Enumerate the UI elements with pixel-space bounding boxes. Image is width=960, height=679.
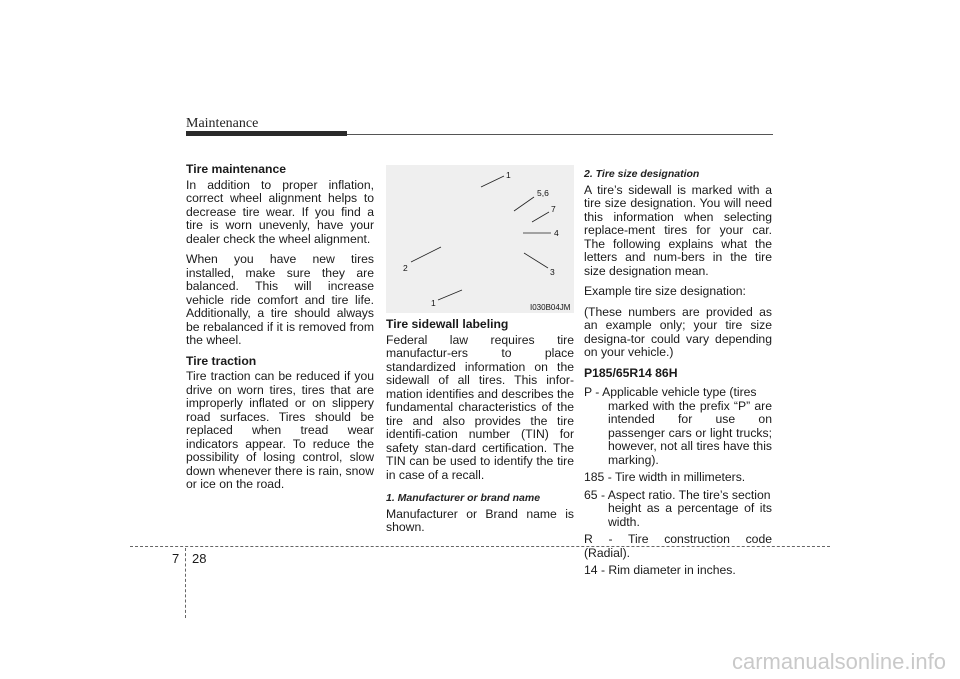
subheading-tire-size: 2. Tire size designation: [584, 168, 700, 180]
callout-line: [438, 290, 462, 300]
callout-label: 1: [506, 170, 511, 180]
callout-line: [481, 176, 504, 187]
definition-item: [584, 471, 772, 485]
heading-sidewall-labeling: Tire sidewall labeling: [386, 317, 509, 331]
definition-item: [584, 489, 772, 530]
section-title: Maintenance: [186, 116, 259, 131]
definition-item: [584, 386, 772, 467]
heading-tire-traction: Tire traction: [186, 353, 257, 368]
paragraph: Example tire size designation:: [584, 284, 746, 298]
definition-cont: height as a percentage of its width.: [608, 501, 772, 529]
tire-diagram: [386, 165, 574, 313]
tire-sidewall-figure: [386, 165, 574, 313]
definition-head: 14 - Rim diameter in inches.: [584, 563, 736, 577]
definition-head: 65 - Aspect ratio. The tire’s section: [584, 487, 771, 502]
footer-vertical-rule: [185, 548, 186, 618]
definition-cont: marked with the prefix “P” are intended for use on passenger cars or light trucks; however, not all tires have this marking).: [608, 398, 772, 467]
paragraph: Manufacturer or Brand name is shown.: [386, 506, 574, 534]
column-middle: [386, 318, 574, 542]
paragraph: In addition to proper inflation, correct wheel alignment helps to decrease tire wear. If you find a tire is worn unevenly, have your dealer check the wheel alignment.: [186, 177, 374, 246]
callout-label: 1: [431, 298, 436, 308]
callout-line: [514, 197, 534, 211]
definition-head: 185 - Tire width in millimeters.: [584, 470, 746, 484]
callout-label: 7: [551, 204, 556, 214]
subheading-manufacturer: 1. Manufacturer or brand name: [386, 492, 541, 504]
callout-line: [411, 247, 441, 262]
callout-label: 4: [554, 228, 559, 238]
callout-label: 5,6: [537, 188, 549, 198]
paragraph: A tire’s sidewall is marked with a tire size designation. You will need this information when selecting replace-ment tires for your car. The following explains what the letters and num-bers in the tire size designation mean.: [584, 182, 772, 278]
heading-tire-maintenance: Tire maintenance: [186, 162, 287, 176]
callout-line: [524, 253, 548, 268]
definition-head: R - Tire construction code (Radial).: [584, 532, 772, 560]
page-number: 28: [192, 551, 207, 566]
header-rule-thin: [347, 134, 773, 135]
paragraph: Tire traction can be reduced if you drive on worn tires, tires that are improperly inflated or on slippery road surfaces. Tires should be replaced when tread wear indicators appear. To reduce the possibility of losing control, slow down whenever there is rain, snow or ice on the road.: [186, 369, 374, 491]
column-right: [584, 168, 772, 582]
paragraph: When you have new tires installed, make sure they are balanced. This will increase vehicle ride comfort and tire life. Additionally, a tire should always be rebalanced if it is removed from the wheel.: [186, 252, 374, 347]
callout-label: 2: [403, 263, 408, 273]
header-rule-thick: [186, 131, 347, 136]
column-left: [186, 163, 374, 499]
definition-head: P - Applicable vehicle type (tires: [584, 385, 757, 399]
footer-rule: [130, 546, 830, 547]
example-designation: P185/65R14 86H: [584, 365, 678, 380]
paragraph: (These numbers are provided as an example only; your tire size designa-tor could vary depending on your vehicle.): [584, 304, 772, 359]
callout-line: [532, 212, 549, 222]
figure-code: I030B04JM: [530, 303, 571, 312]
watermark: carmanualsonline.info: [731, 649, 946, 674]
definition-item: [584, 564, 772, 578]
paragraph: Federal law requires tire manufactur-ers to place standardized information on the sidewall of all tires. This infor-mation identifies and describes the fundamental characteristics of the tire and also provides the tire identifi-cation number (TIN) for safety stan-dard certification. The TIN can be used to identify the tire in case of a recall.: [386, 332, 574, 482]
chapter-number: 7: [172, 551, 180, 566]
callout-label: 3: [550, 267, 555, 277]
